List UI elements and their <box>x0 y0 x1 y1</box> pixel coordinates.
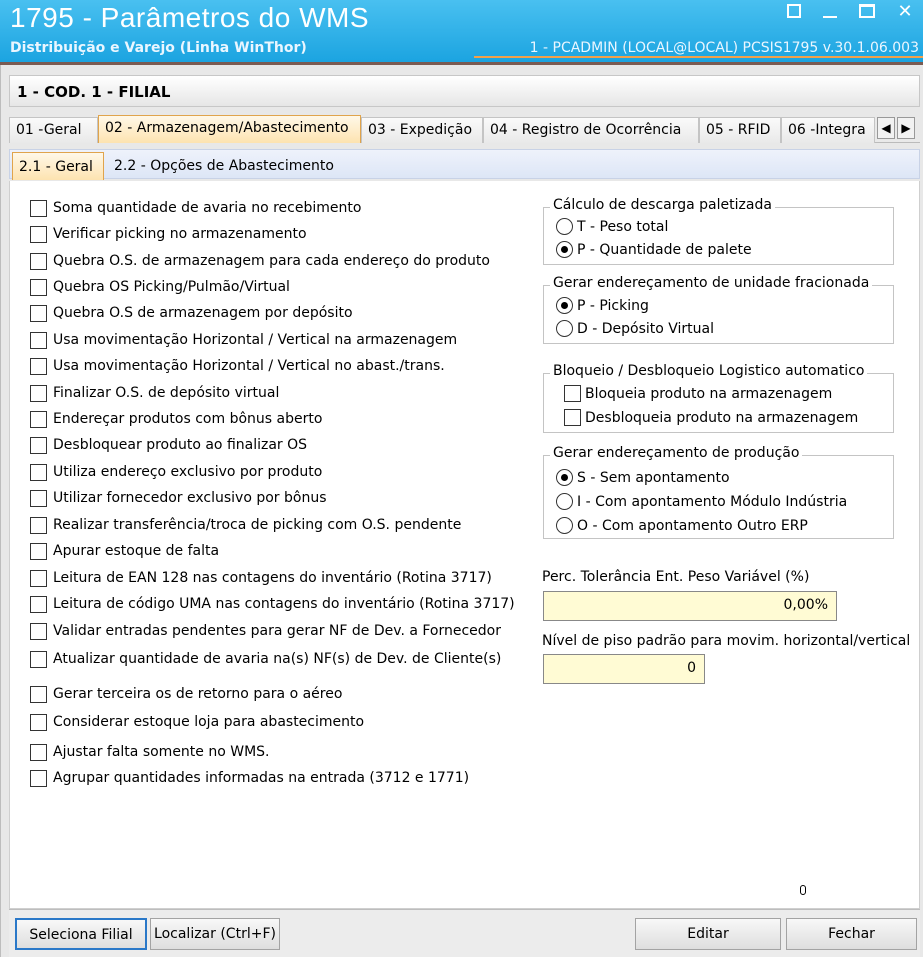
radio-picking[interactable] <box>556 297 649 314</box>
checkbox-label: Soma quantidade de avaria no recebimento <box>53 200 362 216</box>
filial-header: 1 - COD. 1 - FILIAL <box>9 75 920 107</box>
main-tabs <box>9 117 920 143</box>
radio-label: O - Com apontamento Outro ERP <box>577 517 808 534</box>
checkbox-row[interactable] <box>30 356 445 376</box>
group-producao-title: Gerar endereçamento de produção <box>550 445 802 461</box>
radio-button-selected[interactable] <box>556 241 573 258</box>
close-icon[interactable]: ✕ <box>897 1 913 22</box>
radio-apontamento-industria[interactable] <box>556 493 847 510</box>
radio-button[interactable] <box>556 517 573 534</box>
checkbox-row[interactable] <box>30 684 342 704</box>
tab-expedicao[interactable]: 03 - Expedição <box>361 117 483 143</box>
checkbox[interactable] <box>30 770 47 787</box>
maximize-icon[interactable] <box>859 4 875 18</box>
restore-icon[interactable] <box>787 4 801 18</box>
checkbox-label: Usa movimentação Horizontal / Vertical no abast./trans. <box>53 358 445 374</box>
checkbox-bloqueia[interactable] <box>564 385 832 402</box>
checkbox[interactable] <box>564 385 581 402</box>
checkbox-label: Agrupar quantidades informadas na entrada (3712 e 1771) <box>53 770 470 786</box>
tab-registro-ocorrencia[interactable]: 04 - Registro de Ocorrência <box>483 117 699 143</box>
piso-input[interactable]: 0 <box>543 654 705 684</box>
radio-label: S - Sem apontamento <box>577 469 730 486</box>
tab-scroll-left-icon[interactable]: ◀ <box>877 117 895 139</box>
localizar-button[interactable]: Localizar (Ctrl+F) <box>150 918 280 950</box>
radio-sem-apontamento[interactable] <box>556 469 730 486</box>
group-descarga <box>543 197 894 265</box>
checkbox-label: Utilizar fornecedor exclusivo por bônus <box>53 490 327 506</box>
checkbox[interactable] <box>30 305 47 322</box>
checkbox-row[interactable] <box>30 649 501 669</box>
editar-button[interactable]: Editar <box>635 918 781 950</box>
checkbox-label: Desbloqueia produto na armazenagem <box>585 409 859 426</box>
checkbox-label: Atualizar quantidade de avaria na(s) NF(s) de Dev. de Cliente(s) <box>53 651 502 667</box>
checkbox-label: Considerar estoque loja para abastecimento <box>53 714 365 730</box>
checkbox[interactable] <box>30 570 47 587</box>
checkbox[interactable] <box>30 517 47 534</box>
minimize-icon[interactable] <box>823 4 837 18</box>
radio-button[interactable] <box>556 493 573 510</box>
checkbox-label: Ajustar falta somente no WMS. <box>53 744 270 760</box>
checkbox[interactable] <box>30 332 47 349</box>
checkbox-row[interactable] <box>30 277 290 297</box>
checkbox[interactable] <box>30 651 47 668</box>
radio-button[interactable] <box>556 218 573 235</box>
checkbox-row[interactable] <box>30 621 501 641</box>
window-title: 1795 - Parâmetros do WMS <box>10 2 370 33</box>
checkbox-label: Endereçar produtos com bônus aberto <box>53 411 323 427</box>
fechar-button[interactable]: Fechar <box>786 918 917 950</box>
checkbox-label: Leitura de EAN 128 nas contagens do inventário (Rotina 3717) <box>53 570 492 586</box>
checkbox[interactable] <box>30 714 47 731</box>
radio-label: I - Com apontamento Módulo Indústria <box>577 493 848 510</box>
main-frame <box>0 65 923 957</box>
checkbox[interactable] <box>30 437 47 454</box>
checkbox[interactable] <box>30 623 47 640</box>
tab-scroll-right-icon[interactable]: ▶ <box>897 117 915 139</box>
subtab-geral[interactable]: 2.1 - Geral <box>12 152 104 180</box>
checkbox-label: Bloqueia produto na armazenagem <box>585 385 833 402</box>
checkbox-label: Quebra O.S. de armazenagem para cada endereço do produto <box>53 253 490 269</box>
checkbox-row[interactable] <box>30 541 219 561</box>
checkbox-label: Quebra O.S de armazenagem por depósito <box>53 305 353 321</box>
radio-button[interactable] <box>556 320 573 337</box>
tab-geral[interactable]: 01 -Geral <box>9 117 98 143</box>
checkbox-label: Desbloquear produto ao finalizar OS <box>53 437 308 453</box>
checkbox[interactable] <box>30 385 47 402</box>
title-bar <box>0 0 923 64</box>
radio-label: P - Quantidade de palete <box>577 241 752 258</box>
radio-label: P - Picking <box>577 297 649 314</box>
radio-button-selected[interactable] <box>556 297 573 314</box>
radio-deposito-virtual[interactable] <box>556 320 714 337</box>
checkbox-row[interactable] <box>30 768 469 788</box>
piso-label: Nível de piso padrão para movim. horizontal/vertical <box>542 633 911 649</box>
checkbox-label: Utiliza endereço exclusivo por produto <box>53 464 323 480</box>
button-bar <box>9 909 920 957</box>
tolerancia-input[interactable]: 0,00% <box>543 591 837 621</box>
checkbox-row[interactable] <box>30 488 327 508</box>
subtab-opcoes-abastecimento[interactable]: 2.2 - Opções de Abastecimento <box>114 158 334 174</box>
radio-quantidade-palete[interactable] <box>556 241 752 258</box>
seleciona-filial-button[interactable]: Seleciona Filial <box>15 918 147 950</box>
checkbox-desbloqueia[interactable] <box>564 409 858 426</box>
tab-content <box>9 181 920 909</box>
mouse-cursor-icon <box>800 885 806 895</box>
checkbox-row[interactable] <box>30 251 490 271</box>
checkbox-row[interactable] <box>30 742 270 762</box>
checkbox[interactable] <box>30 686 47 703</box>
checkbox-label: Apurar estoque de falta <box>53 543 220 559</box>
tolerancia-label: Perc. Tolerância Ent. Peso Variável (%) <box>542 569 810 585</box>
checkbox[interactable] <box>564 409 581 426</box>
checkbox-row[interactable] <box>30 303 353 323</box>
checkbox[interactable] <box>30 490 47 507</box>
group-producao <box>543 445 894 539</box>
checkbox-label: Realizar transferência/troca de picking com O.S. pendente <box>53 517 462 533</box>
group-fracionada <box>543 275 894 344</box>
sub-tabs <box>9 149 920 179</box>
checkbox[interactable] <box>30 543 47 560</box>
radio-label: D - Depósito Virtual <box>577 320 715 337</box>
checkbox-row[interactable] <box>30 594 515 614</box>
checkbox-row[interactable] <box>30 462 322 482</box>
checkbox-label: Usa movimentação Horizontal / Vertical na armazenagem <box>53 332 458 348</box>
radio-label: T - Peso total <box>577 218 669 235</box>
checkbox-row[interactable] <box>30 568 492 588</box>
group-bloqueio <box>543 363 894 433</box>
checkbox[interactable] <box>30 411 47 428</box>
checkbox-row[interactable] <box>30 224 307 244</box>
checkbox-label: Verificar picking no armazenamento <box>53 226 307 242</box>
checkbox-row[interactable] <box>30 330 457 350</box>
checkbox[interactable] <box>30 200 47 217</box>
radio-peso-total[interactable] <box>556 218 668 235</box>
checkbox[interactable] <box>30 253 47 270</box>
tab-integracao[interactable]: 06 -Integra <box>781 117 875 143</box>
tab-armazenagem[interactable]: 02 - Armazenagem/Abastecimento <box>98 115 361 143</box>
window-controls <box>787 1 913 22</box>
group-fracionada-title: Gerar endereçamento de unidade fracionada <box>550 275 872 291</box>
checkbox-label: Leitura de código UMA nas contagens do inventário (Rotina 3717) <box>53 596 515 612</box>
group-bloqueio-title: Bloqueio / Desbloqueio Logistico automatico <box>550 363 867 379</box>
window-subtitle: Distribuição e Varejo (Linha WinThor) <box>10 40 307 56</box>
tab-rfid[interactable]: 05 - RFID <box>699 117 781 143</box>
checkbox[interactable] <box>30 358 47 375</box>
checkbox-label: Gerar terceira os de retorno para o aéreo <box>53 686 343 702</box>
checkbox[interactable] <box>30 744 47 761</box>
session-info: 1 - PCADMIN (LOCAL@LOCAL) PCSIS1795 v.30.1.06.003 <box>529 40 919 56</box>
checkbox-row[interactable] <box>30 409 322 429</box>
radio-apontamento-outro-erp[interactable] <box>556 517 808 534</box>
group-descarga-title: Cálculo de descarga paletizada <box>550 197 775 213</box>
checkbox-row[interactable] <box>30 712 364 732</box>
checkbox-row[interactable] <box>30 435 307 455</box>
radio-button-selected[interactable] <box>556 469 573 486</box>
checkbox-row[interactable] <box>30 515 461 535</box>
checkbox-label: Finalizar O.S. de depósito virtual <box>53 385 280 401</box>
checkbox-row[interactable] <box>30 198 361 218</box>
checkbox-row[interactable] <box>30 383 279 403</box>
checkbox-label: Validar entradas pendentes para gerar NF de Dev. a Fornecedor <box>53 623 502 639</box>
checkbox[interactable] <box>30 226 47 243</box>
checkbox-label: Quebra OS Picking/Pulmão/Virtual <box>53 279 290 295</box>
checkbox[interactable] <box>30 596 47 613</box>
title-accent-line <box>474 56 923 58</box>
checkbox[interactable] <box>30 464 47 481</box>
checkbox[interactable] <box>30 279 47 296</box>
